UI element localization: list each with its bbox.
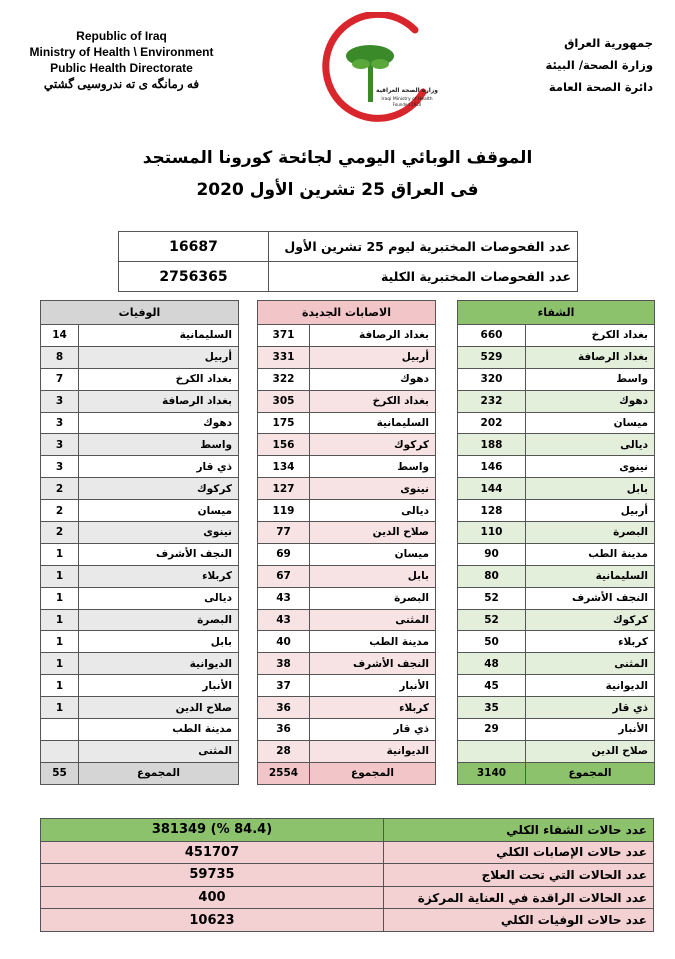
table-row <box>458 456 655 478</box>
table-row <box>458 675 655 697</box>
governorate-name: صلاح الدين <box>526 740 655 762</box>
report-subtitle: فى العراق 25 تشرين الأول 2020 <box>196 180 479 200</box>
governorate-name: أربيل <box>526 500 655 522</box>
table-row <box>41 456 239 478</box>
table-row <box>41 631 239 653</box>
governorate-name: النجف الأشرف <box>310 653 436 675</box>
case-count: 45 <box>458 675 526 697</box>
case-count: 1 <box>41 587 79 609</box>
case-count: 1 <box>41 565 79 587</box>
governorate-name: بغداد الكرخ <box>310 390 436 412</box>
infections-table <box>257 300 436 785</box>
summary-row <box>41 909 654 932</box>
table-row <box>41 412 239 434</box>
table-row <box>458 522 655 544</box>
table-row <box>258 522 436 544</box>
infections-total-row <box>258 762 436 784</box>
summary-row <box>41 841 654 864</box>
case-count: 1 <box>41 697 79 719</box>
table-row <box>258 675 436 697</box>
summary-value: (84.4 %) 381349 <box>41 819 384 842</box>
governorate-name: واسط <box>526 368 655 390</box>
table-row <box>258 325 436 347</box>
case-count: 69 <box>258 543 310 565</box>
table-row <box>41 500 239 522</box>
governorate-name: بغداد الرصافة <box>79 390 239 412</box>
header-ar-ministry: وزارة الصحة/ البيئة <box>545 58 653 72</box>
governorate-name: واسط <box>310 456 436 478</box>
governorate-name: الديوانية <box>79 653 239 675</box>
table-row <box>41 522 239 544</box>
governorate-name: ديالى <box>310 500 436 522</box>
table-row <box>258 609 436 631</box>
summary-label: عدد حالات الشفاء الكلي <box>384 819 654 842</box>
case-count: 37 <box>258 675 310 697</box>
governorate-name: نينوى <box>79 522 239 544</box>
table-row <box>258 346 436 368</box>
case-count: 3 <box>41 390 79 412</box>
report-title: الموقف الوبائي اليومي لجائحة كورونا المستجد <box>142 148 533 168</box>
governorate-name: صلاح الدين <box>310 522 436 544</box>
header-ar-directorate: دائرة الصحة العامة <box>548 80 653 94</box>
governorate-name: السليمانية <box>526 565 655 587</box>
case-count: 371 <box>258 325 310 347</box>
case-count: 146 <box>458 456 526 478</box>
case-count: 77 <box>258 522 310 544</box>
case-count: 36 <box>258 719 310 741</box>
case-count: 188 <box>458 434 526 456</box>
table-row <box>458 653 655 675</box>
case-count: 43 <box>258 609 310 631</box>
table-row <box>258 653 436 675</box>
case-count <box>41 719 79 741</box>
logo-text-founded: Founded 1920 <box>392 102 422 107</box>
table-row <box>258 434 436 456</box>
governorate-name: بغداد الكرخ <box>79 368 239 390</box>
case-count: 2 <box>41 478 79 500</box>
table-row <box>458 412 655 434</box>
governorate-name: النجف الأشرف <box>79 543 239 565</box>
tests-total-value: 2756365 <box>119 262 269 292</box>
table-row <box>41 368 239 390</box>
case-count: 127 <box>258 478 310 500</box>
governorate-name: أربيل <box>310 346 436 368</box>
case-count: 36 <box>258 697 310 719</box>
summary-row <box>41 886 654 909</box>
table-row <box>258 719 436 741</box>
case-count: 660 <box>458 325 526 347</box>
tests-total-row <box>119 262 578 292</box>
case-count: 80 <box>458 565 526 587</box>
case-count: 67 <box>258 565 310 587</box>
table-row <box>41 740 239 762</box>
governorate-name: ميسان <box>79 500 239 522</box>
table-row <box>41 653 239 675</box>
deaths-total-value: 55 <box>41 762 79 784</box>
table-row <box>258 543 436 565</box>
case-count: 1 <box>41 609 79 631</box>
table-row <box>458 740 655 762</box>
governorate-name: ذي قار <box>310 719 436 741</box>
infections-title: الاصابات الجديدة <box>258 301 436 325</box>
case-count: 2 <box>41 500 79 522</box>
governorate-name: الأنبار <box>310 675 436 697</box>
governorate-name: ميسان <box>310 543 436 565</box>
deaths-total-label: المجموع <box>79 762 239 784</box>
header-line-directorate: Public Health Directorate <box>50 61 193 75</box>
governorate-name: بغداد الرصافة <box>310 325 436 347</box>
summary-value: 59735 <box>41 864 384 887</box>
case-count: 35 <box>458 697 526 719</box>
case-count: 1 <box>41 631 79 653</box>
governorate-name: الديوانية <box>526 675 655 697</box>
governorate-name: مدينة الطب <box>79 719 239 741</box>
case-count: 128 <box>458 500 526 522</box>
tests-table <box>118 231 578 292</box>
header-ar-country: جمهورية العراق <box>564 36 653 50</box>
case-count: 320 <box>458 368 526 390</box>
case-count: 144 <box>458 478 526 500</box>
table-row <box>458 719 655 741</box>
governorate-name: البصرة <box>526 522 655 544</box>
recoveries-total-value: 3140 <box>458 762 526 784</box>
case-count: 175 <box>258 412 310 434</box>
deaths-total-row <box>41 762 239 784</box>
case-count: 1 <box>41 653 79 675</box>
case-count: 28 <box>258 740 310 762</box>
governorate-name: دهوك <box>526 390 655 412</box>
governorate-name: النجف الأشرف <box>526 587 655 609</box>
table-row <box>258 368 436 390</box>
table-row <box>458 631 655 653</box>
summary-table <box>40 818 654 932</box>
governorate-name: السليمانية <box>310 412 436 434</box>
case-count: 52 <box>458 587 526 609</box>
case-count: 38 <box>258 653 310 675</box>
tests-daily-value: 16687 <box>119 232 269 262</box>
table-row <box>258 631 436 653</box>
summary-value: 451707 <box>41 841 384 864</box>
governorate-name: الأنبار <box>526 719 655 741</box>
case-count: 29 <box>458 719 526 741</box>
case-count: 134 <box>258 456 310 478</box>
table-row <box>41 543 239 565</box>
governorate-name: بابل <box>526 478 655 500</box>
case-count: 1 <box>41 675 79 697</box>
case-count: 7 <box>41 368 79 390</box>
table-row <box>458 697 655 719</box>
governorate-name: ذي قار <box>79 456 239 478</box>
case-count: 8 <box>41 346 79 368</box>
table-row <box>458 478 655 500</box>
case-count: 3 <box>41 456 79 478</box>
governorate-name: واسط <box>79 434 239 456</box>
case-count: 305 <box>258 390 310 412</box>
table-row <box>258 412 436 434</box>
logo-text-ar: وزارة الصحة العراقية <box>375 87 439 94</box>
case-count: 14 <box>41 325 79 347</box>
governorate-name: ميسان <box>526 412 655 434</box>
header-line-kurdish: فه رمانگه ى ته ندروسيى گشتي <box>43 77 200 91</box>
summary-row <box>41 819 654 842</box>
governorate-name: ديالى <box>526 434 655 456</box>
table-row <box>41 390 239 412</box>
governorate-name: بغداد الكرخ <box>526 325 655 347</box>
governorate-name: المثنى <box>526 653 655 675</box>
infections-total-label: المجموع <box>310 762 436 784</box>
table-row <box>458 325 655 347</box>
table-row <box>41 565 239 587</box>
governorate-name: دهوك <box>79 412 239 434</box>
governorate-name: المثنى <box>310 609 436 631</box>
logo-text-en: Iraqi Ministry of Health <box>381 97 433 102</box>
governorate-name: كربلاء <box>310 697 436 719</box>
table-row <box>41 609 239 631</box>
case-count <box>458 740 526 762</box>
summary-label: عدد حالات الإصابات الكلي <box>384 841 654 864</box>
governorate-name: بابل <box>79 631 239 653</box>
governorate-name: صلاح الدين <box>79 697 239 719</box>
tests-total-label: عدد الفحوصات المختبرية الكلية <box>269 262 578 292</box>
summary-label: عدد حالات الوفيات الكلي <box>384 909 654 932</box>
table-row <box>258 456 436 478</box>
table-row <box>458 500 655 522</box>
governorate-name: بغداد الرصافة <box>526 346 655 368</box>
table-row <box>458 565 655 587</box>
governorate-name: السليمانية <box>79 325 239 347</box>
case-count: 48 <box>458 653 526 675</box>
governorate-name: كركوك <box>526 609 655 631</box>
summary-label: عدد الحالات التي تحت العلاج <box>384 864 654 887</box>
table-row <box>458 390 655 412</box>
governorate-name: البصرة <box>310 587 436 609</box>
case-count: 2 <box>41 522 79 544</box>
table-row <box>258 500 436 522</box>
recoveries-title: الشفاء <box>458 301 655 325</box>
governorate-name: كربلاء <box>79 565 239 587</box>
header-arabic <box>533 32 653 98</box>
case-count: 529 <box>458 346 526 368</box>
tests-daily-label: عدد الفحوصات المختبرية ليوم 25 تشرين الأول <box>269 232 578 262</box>
recoveries-table <box>457 300 655 785</box>
table-row <box>41 719 239 741</box>
table-row <box>258 740 436 762</box>
case-count: 3 <box>41 434 79 456</box>
summary-label: عدد الحالات الراقدة في العناية المركزة <box>384 886 654 909</box>
deaths-table <box>40 300 239 785</box>
governorate-name: الأنبار <box>79 675 239 697</box>
governorate-name: البصرة <box>79 609 239 631</box>
recoveries-total-row <box>458 762 655 784</box>
tests-daily-row <box>119 232 578 262</box>
governorate-name: بابل <box>310 565 436 587</box>
summary-value: 400 <box>41 886 384 909</box>
table-row <box>41 346 239 368</box>
governorate-name: نينوى <box>310 478 436 500</box>
table-row <box>258 565 436 587</box>
table-row <box>458 609 655 631</box>
table-row <box>258 478 436 500</box>
governorate-name: ديالى <box>79 587 239 609</box>
table-row <box>258 390 436 412</box>
case-count: 202 <box>458 412 526 434</box>
governorate-name: كربلاء <box>526 631 655 653</box>
ministry-logo <box>303 12 443 124</box>
table-row <box>41 325 239 347</box>
header-english <box>14 28 229 92</box>
governorate-name: مدينة الطب <box>310 631 436 653</box>
case-count: 119 <box>258 500 310 522</box>
table-row <box>458 543 655 565</box>
case-count: 322 <box>258 368 310 390</box>
case-count: 52 <box>458 609 526 631</box>
case-count <box>41 740 79 762</box>
case-count: 156 <box>258 434 310 456</box>
infections-total-value: 2554 <box>258 762 310 784</box>
case-count: 40 <box>258 631 310 653</box>
table-row <box>458 368 655 390</box>
table-row <box>41 478 239 500</box>
governorate-name: كركوك <box>310 434 436 456</box>
case-count: 50 <box>458 631 526 653</box>
header-line-country: Republic of Iraq <box>76 29 167 43</box>
case-count: 232 <box>458 390 526 412</box>
case-count: 1 <box>41 543 79 565</box>
governorate-name: كركوك <box>79 478 239 500</box>
governorate-name: نينوى <box>526 456 655 478</box>
deaths-title: الوفيات <box>41 301 239 325</box>
governorate-name: المثنى <box>79 740 239 762</box>
governorate-name: مدينة الطب <box>526 543 655 565</box>
table-row <box>41 434 239 456</box>
governorate-name: الديوانية <box>310 740 436 762</box>
table-row <box>41 675 239 697</box>
header-line-ministry: Ministry of Health \ Environment <box>29 45 214 59</box>
case-count: 43 <box>258 587 310 609</box>
table-row <box>458 346 655 368</box>
governorate-name: أربيل <box>79 346 239 368</box>
table-row <box>41 697 239 719</box>
case-count: 110 <box>458 522 526 544</box>
recoveries-total-label: المجموع <box>526 762 655 784</box>
summary-value: 10623 <box>41 909 384 932</box>
case-count: 90 <box>458 543 526 565</box>
governorate-name: ذي قار <box>526 697 655 719</box>
table-row <box>458 434 655 456</box>
summary-row <box>41 864 654 887</box>
table-row <box>258 697 436 719</box>
table-row <box>258 587 436 609</box>
governorate-name: دهوك <box>310 368 436 390</box>
case-count: 3 <box>41 412 79 434</box>
case-count: 331 <box>258 346 310 368</box>
table-row <box>458 587 655 609</box>
table-row <box>41 587 239 609</box>
